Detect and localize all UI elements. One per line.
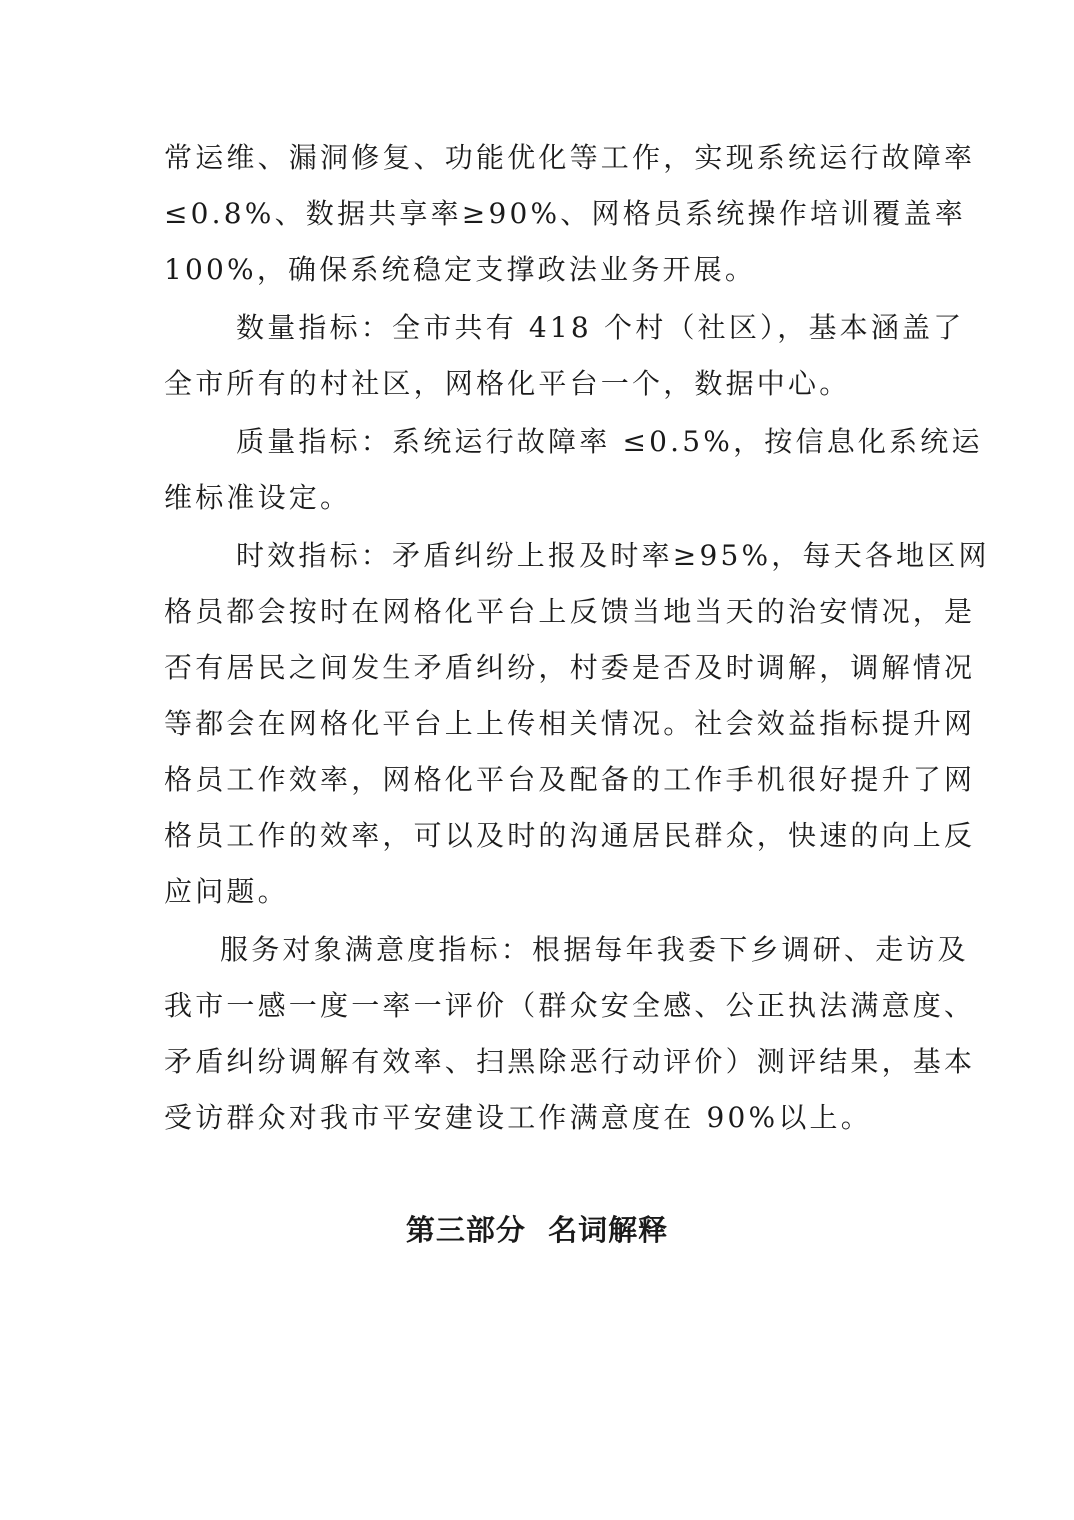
- paragraph-timeliness-line-4: 等都会在网格化平台上上传相关情况。社会效益指标提升网: [164, 707, 976, 740]
- paragraph-quality-line-2: 维标准设定。: [164, 481, 352, 514]
- paragraph-satisfaction-line-2: 我市一感一度一率一评价（群众安全感、公正执法满意度、: [164, 989, 976, 1022]
- paragraph-quantity-line-1: 数量指标：全市共有 418 个村（社区），基本涵盖了: [236, 311, 965, 344]
- paragraph-timeliness-line-1: 时效指标：矛盾纠纷上报及时率≥95%，每天各地区网: [236, 539, 990, 572]
- paragraph-timeliness-line-6: 格员工作的效率，可以及时的沟通居民群众，快速的向上反: [164, 819, 976, 852]
- paragraph-quantity-line-2: 全市所有的村社区，网格化平台一个，数据中心。: [164, 367, 851, 400]
- paragraph-timeliness-line-2: 格员都会按时在网格化平台上反馈当地当天的治安情况，是: [164, 595, 976, 628]
- paragraph-timeliness-line-5: 格员工作效率，网格化平台及配备的工作手机很好提升了网: [164, 763, 976, 796]
- paragraph-1-line-3: 100%，确保系统稳定支撑政法业务开展。: [164, 253, 757, 286]
- paragraph-satisfaction-line-1: 服务对象满意度指标：根据每年我委下乡调研、走访及: [220, 933, 969, 966]
- paragraph-1-line-1: 常运维、漏洞修复、功能优化等工作，实现系统运行故障率: [164, 141, 976, 174]
- paragraph-1-line-2: ≤0.8%、数据共享率≥90%、网格员系统操作培训覆盖率: [164, 197, 966, 230]
- paragraph-satisfaction-line-3: 矛盾纠纷调解有效率、扫黑除恶行动评价）测评结果，基本: [164, 1045, 976, 1078]
- paragraph-timeliness-line-3: 否有居民之间发生矛盾纠纷，村委是否及时调解，调解情况: [164, 651, 976, 684]
- section-heading: 第三部分 名词解释: [405, 1213, 669, 1247]
- paragraph-quality-line-1: 质量指标：系统运行故障率 ≤0.5%，按信息化系统运: [236, 425, 983, 458]
- paragraph-timeliness-line-7: 应问题。: [164, 875, 289, 908]
- paragraph-satisfaction-line-4: 受访群众对我市平安建设工作满意度在 90%以上。: [164, 1101, 872, 1134]
